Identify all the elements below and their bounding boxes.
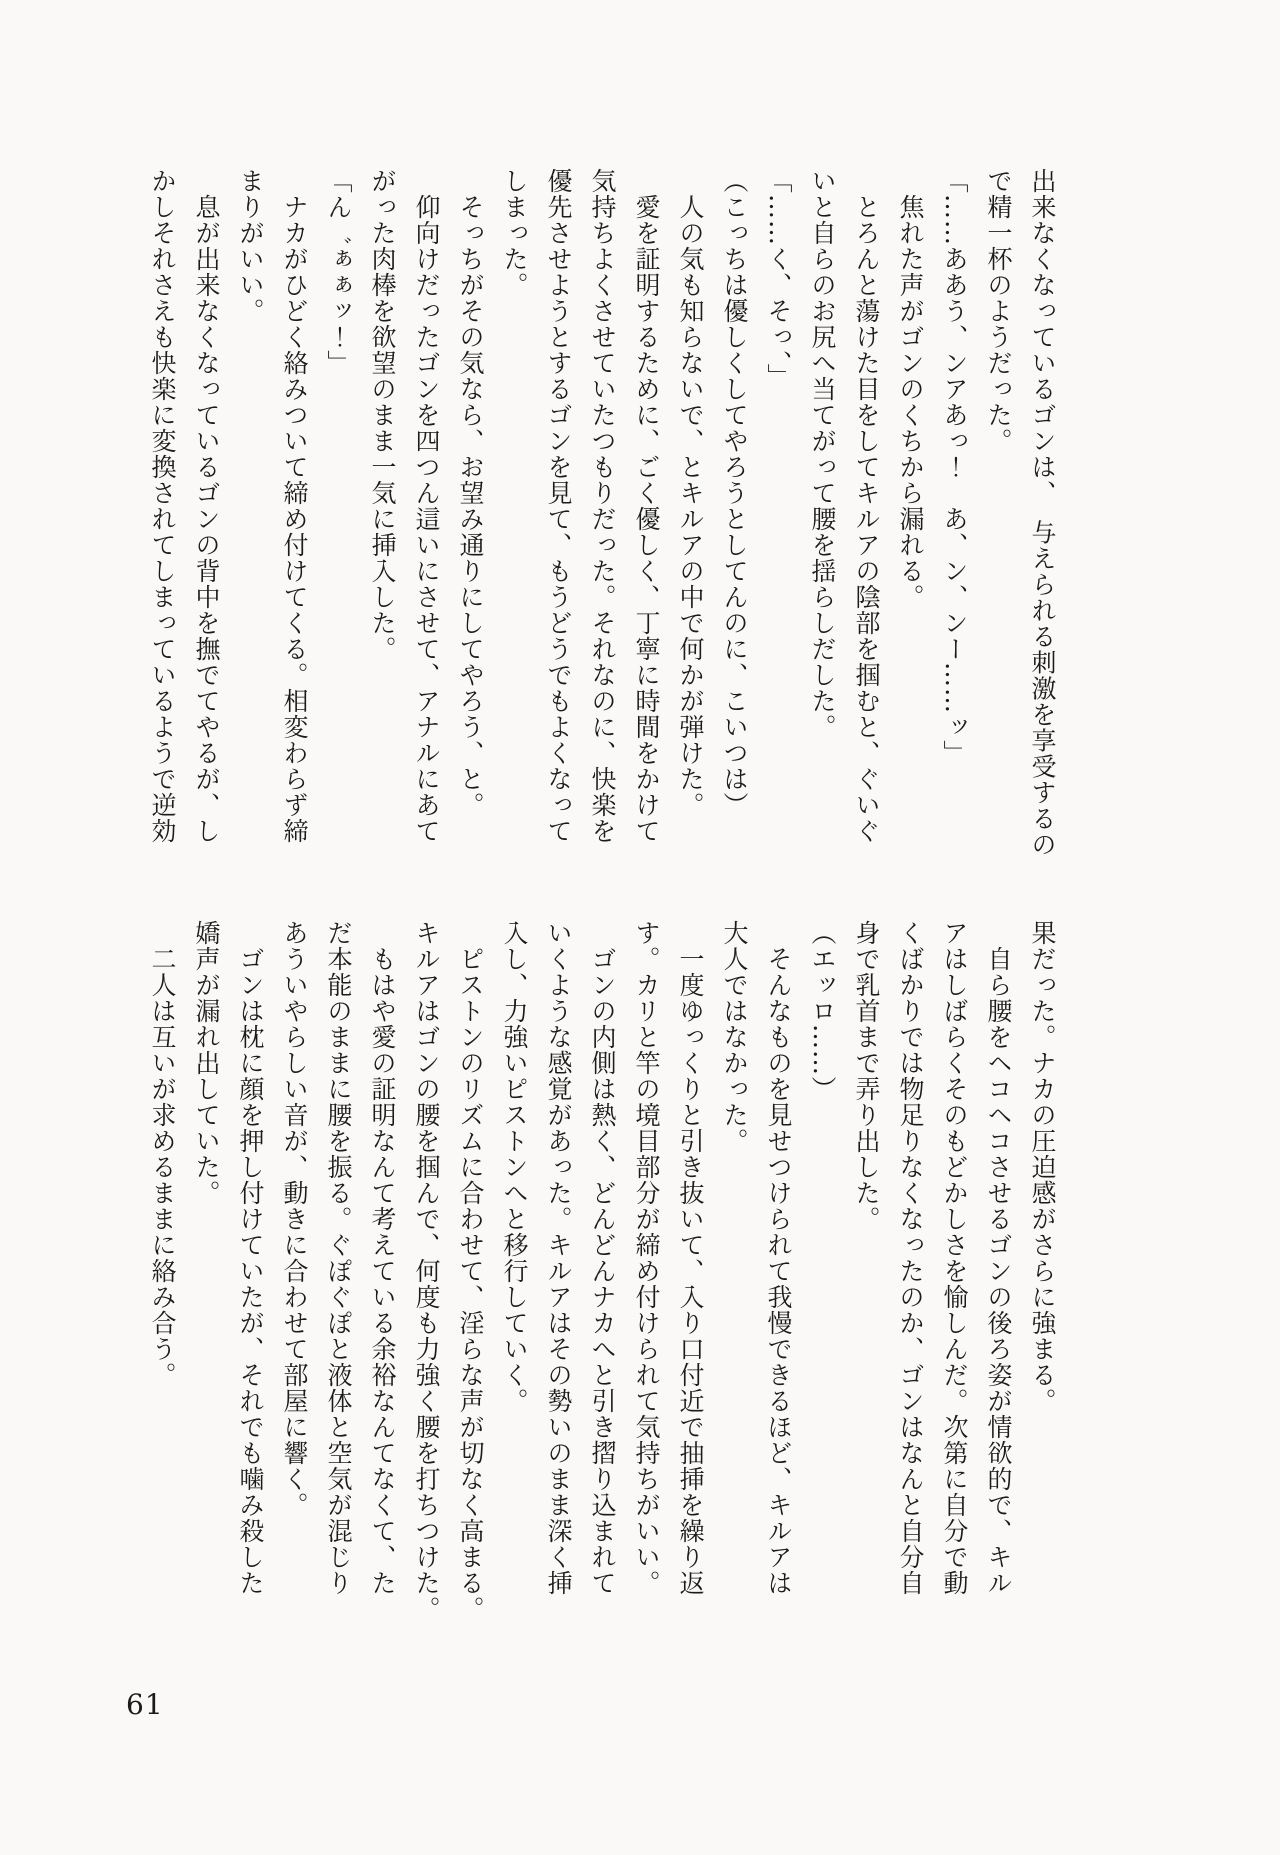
text-line: 嬌声が漏れ出していた。 — [192, 920, 221, 1206]
text-line: アはしばらくそのもどかしさを愉しんだ。次第に自分で動 — [940, 920, 969, 1596]
text-line: キルアはゴンの腰を掴んで、何度も力強く腰を打ちつけた。 — [412, 920, 441, 1622]
text-line: 大人ではなかった。 — [720, 920, 749, 1154]
text-line: あういやらしい音が、動きに合わせて部屋に響く。 — [280, 920, 309, 1518]
text-line: くばかりでは物足りなくなったのか、ゴンはなんと自分自 — [896, 920, 925, 1596]
text-line: 果だった。ナカの圧迫感がさらに強まる。 — [1028, 920, 1057, 1414]
text-line: 自ら腰をヘコヘコさせるゴンの後ろ姿が情欲的で、キル — [984, 946, 1013, 1596]
text-line: ゴンは枕に顔を押し付けていたが、それでも噛み殺した — [236, 946, 265, 1596]
text-line: 優先させようとするゴンを見て、もうどうでもよくなって — [544, 168, 573, 844]
text-line: 二人は互いが求めるままに絡み合う。 — [148, 946, 177, 1388]
text-line: いと自らのお尻へ当てがって腰を揺らしだした。 — [808, 168, 837, 740]
text-line: 「ん゛ぁぁッ！」 — [324, 168, 353, 376]
text-line: 仰向けだったゴンを四つん這いにさせて、アナルにあて — [412, 194, 441, 844]
text-line: す。カリと竿の境目部分が締め付けられて気持ちがいい。 — [632, 920, 661, 1596]
text-line: ピストンのリズムに合わせて、淫らな声が切なく高まる。 — [456, 946, 485, 1622]
text-line: ゴンの内側は熱く、どんどんナカへと引き摺り込まれて — [588, 946, 617, 1596]
text-line: 身で乳首まで弄り出した。 — [852, 920, 881, 1232]
text-line: 人の気も知らないで、とキルアの中で何かが弾けた。 — [676, 194, 705, 818]
text-line: 息が出来なくなっているゴンの背中を撫でてやるが、し — [192, 194, 221, 844]
text-line: 気持ちよくさせていたつもりだった。それなのに、快楽を — [588, 168, 617, 844]
text-line: もはや愛の証明なんて考えている余裕なんてなくて、た — [368, 946, 397, 1596]
page-number: 61 — [126, 1688, 164, 1721]
text-block-lower — [124, 920, 1064, 1652]
text-line: 焦れた声がゴンのくちから漏れる。 — [896, 194, 925, 610]
text-line: がった肉棒を欲望のまま一気に挿入した。 — [368, 168, 397, 662]
text-line: 愛を証明するために、ごく優しく、丁寧に時間をかけて — [632, 194, 661, 844]
text-block-upper — [124, 168, 1064, 883]
text-line: そっちがその気なら、お望み通りにしてやろう、と。 — [456, 194, 485, 818]
text-line: だ本能のままに腰を振る。ぐぽぐぽと液体と空気が混じり — [324, 920, 353, 1596]
text-line: 「……く、そっ、」 — [764, 168, 793, 390]
text-line: 「……ああう、ンアあっ！ あ、ン、ンー……ッ」 — [940, 168, 969, 766]
text-line: （こっちは優しくしてやろうとしてんのに、こいつは） — [720, 168, 749, 818]
text-line: で精一杯のようだった。 — [984, 168, 1013, 454]
text-line: いくような感覚があった。キルアはその勢いのまま深く挿 — [544, 920, 573, 1596]
text-line: 出来なくなっているゴンは、 与えられる刺激を享受するの — [1028, 168, 1057, 858]
text-line: まりがいい。 — [236, 168, 265, 324]
text-line: 入し、力強いピストンへと移行していく。 — [500, 920, 529, 1414]
text-line: そんなものを見せつけられて我慢できるほど、キルアは — [764, 946, 793, 1596]
text-line: とろんと蕩けた目をしてキルアの陰部を掴むと、ぐいぐ — [852, 194, 881, 844]
text-line: かしそれさえも快楽に変換されてしまっているようで逆効 — [148, 168, 177, 844]
text-line: ナカがひどく絡みついて締め付けてくる。相変わらず締 — [280, 194, 309, 844]
text-line: 一度ゆっくりと引き抜いて、入り口付近で抽挿を繰り返 — [676, 946, 705, 1596]
text-line: しまった。 — [500, 168, 529, 298]
text-line: （エッロ……） — [808, 920, 837, 1102]
